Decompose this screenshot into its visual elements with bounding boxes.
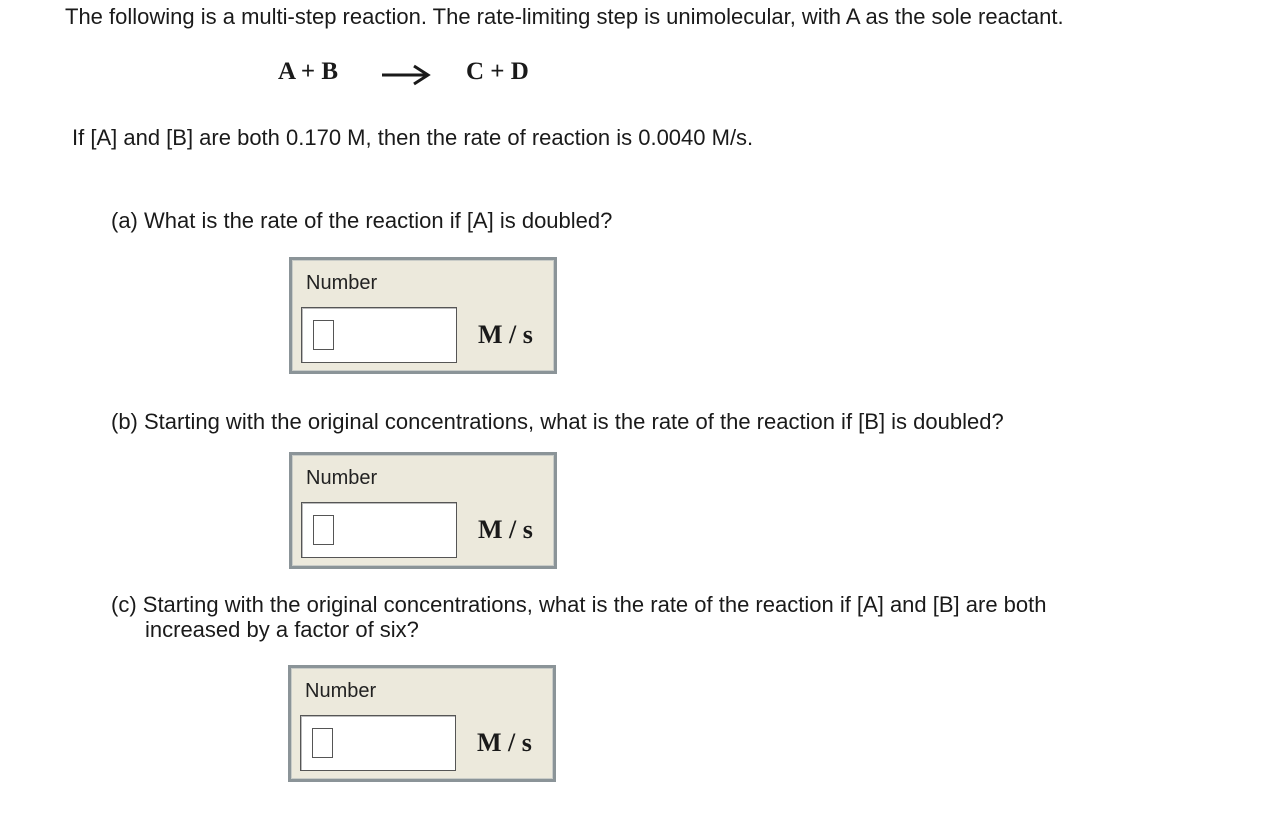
answer-label-b: Number [306,467,378,489]
answer-label-c: Number [305,680,377,702]
equation-products: C + D [466,58,529,85]
answer-field-a[interactable] [301,307,457,363]
answer-box-a [289,257,557,374]
given-conditions: If [A] and [B] are both 0.170 M, then the rate of reaction is 0.0040 M/s. [72,125,754,150]
answer-box-c [288,665,556,782]
answer-input-b[interactable] [302,503,456,557]
answer-input-c[interactable] [301,716,455,770]
answer-field-b[interactable] [301,502,457,558]
answer-unit-a: M / s [478,320,533,349]
answer-unit-b: M / s [478,515,533,544]
reaction-arrow-icon [380,63,432,87]
question-a-prompt: (a) What is the rate of the reaction if [A] is doubled? [111,208,613,233]
answer-label-a: Number [306,272,378,294]
answer-input-a[interactable] [302,308,456,362]
answer-field-c[interactable] [300,715,456,771]
equation-reactants: A + B [278,58,339,85]
question-c-line2: increased by a factor of six? [145,617,419,642]
question-c-prompt [111,592,1047,642]
answer-box-b [289,452,557,569]
problem-intro: The following is a multi-step reaction. The rate-limiting step is unimolecular, with A as the sole reactant. [65,4,1064,29]
answer-unit-c: M / s [477,728,532,757]
question-b-prompt: (b) Starting with the original concentrations, what is the rate of the reaction if [B] is doubled? [111,409,1004,434]
question-c-line1: (c) Starting with the original concentrations, what is the rate of the reaction if [A] and [B] are both [111,592,1047,617]
reaction-equation [278,58,578,92]
